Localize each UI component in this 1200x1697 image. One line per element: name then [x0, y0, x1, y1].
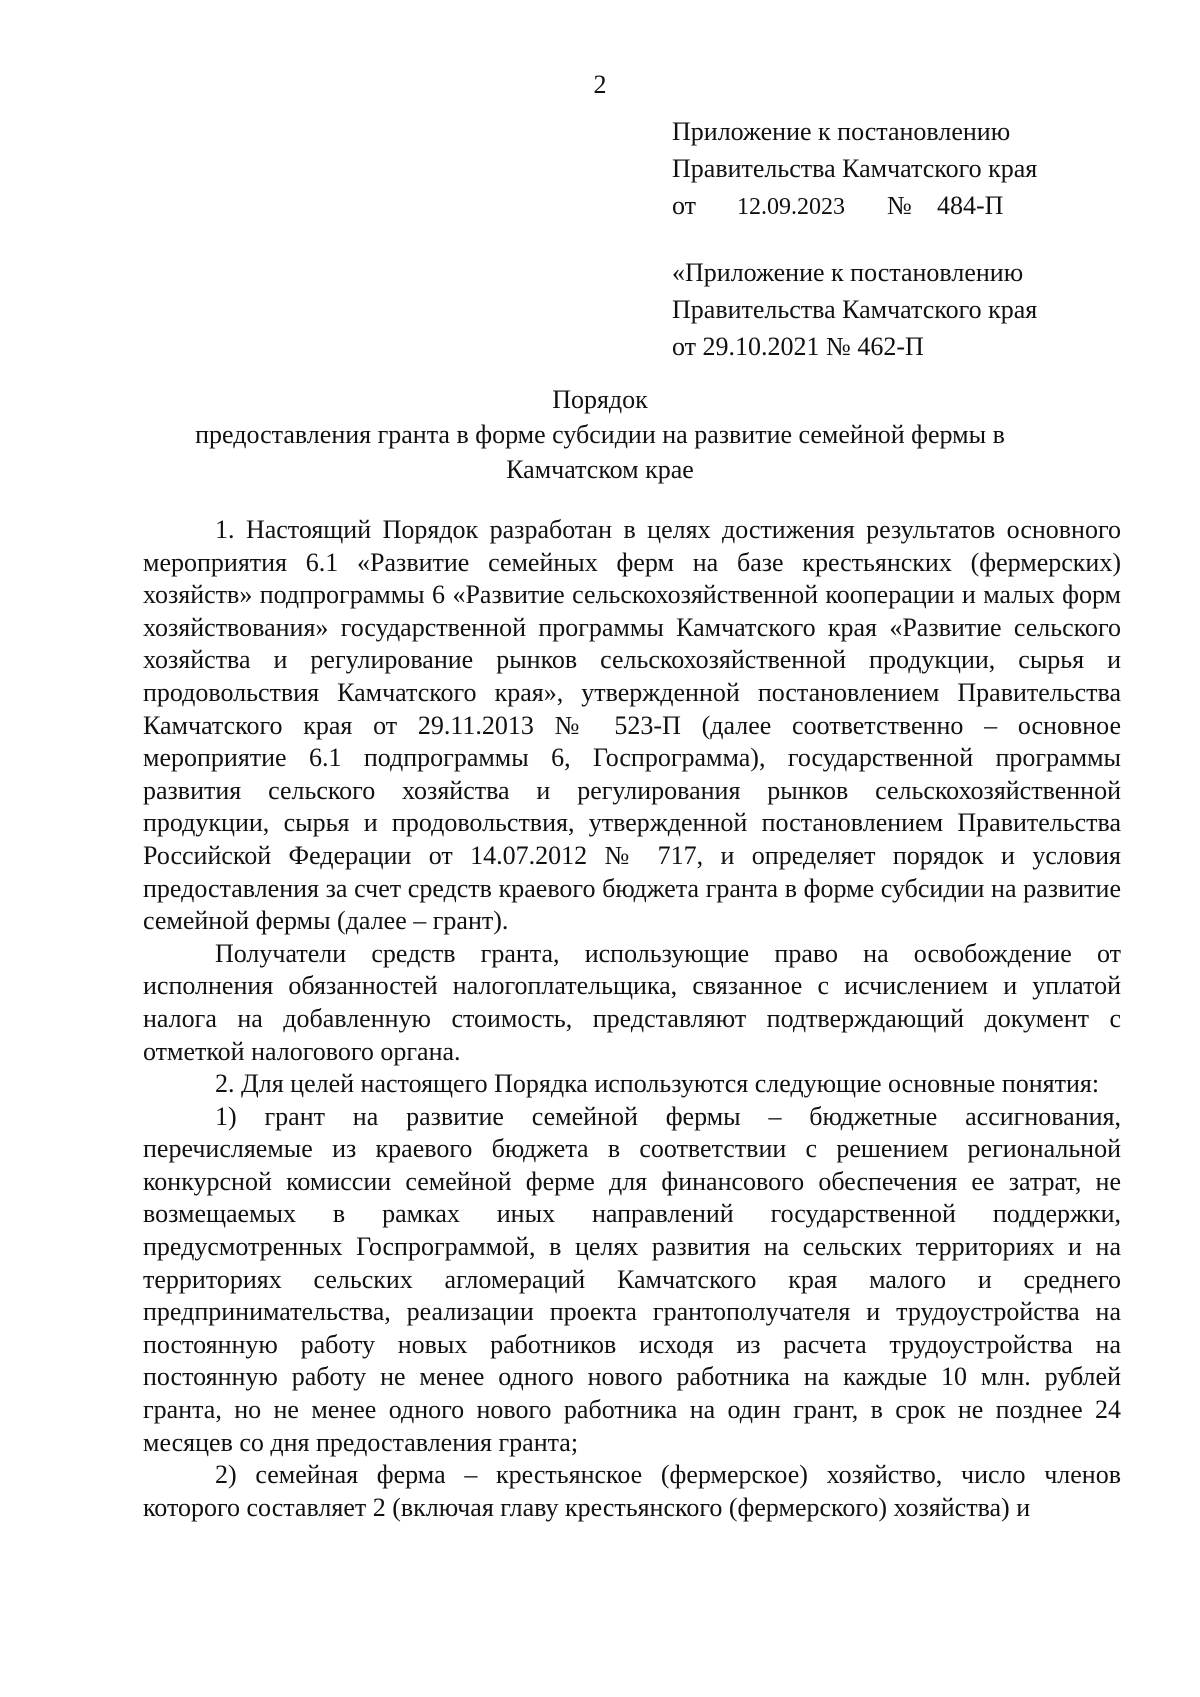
paragraph: 2. Для целей настоящего Порядка используются следующие основные понятия:	[215, 1069, 1100, 1099]
paragraph: Получатели средств гранта, использующие право на освобождение от исполнения обязанностей налогоплательщика, связанное с исчислением и уплатой налога на добавленную стоимость, представляют подтверждающий документ с отметкой налогового органа.	[143, 938, 1121, 1066]
previous-approval-line-2: Правительства Камчатского края	[672, 295, 1038, 324]
previous-approval-line-3: от 29.10.2021 № 462-П	[672, 332, 924, 361]
approval-line-3	[672, 187, 1037, 226]
previous-approval-block	[672, 254, 1037, 365]
page-number: 2	[593, 70, 607, 99]
approval-line-1: Приложение к постановлению	[672, 117, 1011, 146]
paragraph: 1. Настоящий Порядок разработан в целях достижения результатов основного мероприятия 6.1 «Развитие семейных ферм на базе крестьянских (фермерских) хозяйств» подпрограммы 6 «Развитие сельскохозяйственной кооперации и малых форм хозяйствования» государственной программы Камчатского края «Развитие сельского хозяйства и регулирование рынков сельскохозяйственной продукции, сырья и продовольствия Камчатского края», утвержденной постановлением Правительства Камчатского края от 29.11.2013 № 523-П (далее соответственно – основное мероприятие 6.1 подпрограммы 6, Госпрограмма), государственной программы развития сельского хозяйства и регулирования рынков сельскохозяйственной продукции, сырья и продовольствия, утвержденной постановлением Правительства Российской Федерации от 14.07.2012 № 717, и определяет порядок и условия предоставления за счет средств краевого бюджета гранта в форме субсидии на развитие семейной фермы (далее – грант).	[143, 515, 1121, 936]
document-subtitle: предоставления гранта в форме субсидии на развитие семейной фермы в Камчатском крае	[195, 420, 1005, 484]
paragraph: 1) грант на развитие семейной фермы – бюджетные ассигнования, перечисляемые из краевого бюджета в соответствии с решением региональной конкурсной комиссии семейной ферме для финансового обеспечения ее затрат, не возмещаемых в рамках иных направлений государственной поддержки, предусмотренных Госпрограммой, в целях развития на сельских территориях и на территориях сельских агломераций Камчатского края малого и среднего предпринимательства, реализации проекта грантополучателя и трудоустройства на постоянную работу новых работников исходя из расчета трудоустройства на постоянную работу не менее одного нового работника на каждые 10 млн. рублей гранта, но не менее одного нового работника на один грант, в срок не позднее 24 месяцев со дня предоставления гранта;	[143, 1101, 1121, 1457]
approval-number-sign: №	[887, 191, 912, 220]
paragraph: 2) семейная ферма – крестьянское (фермерское) хозяйство, число членов которого составляет 2 (включая главу крестьянского (фермерского) хозяйства) и	[143, 1460, 1121, 1522]
approval-number: 484-П	[937, 191, 1004, 220]
approval-block	[672, 113, 1037, 226]
document-title: Порядок	[552, 385, 648, 414]
document-body	[143, 514, 1121, 1524]
previous-approval-line-1: «Приложение к постановлению	[672, 258, 1024, 287]
approval-from-label: от	[672, 191, 697, 220]
approval-line-2: Правительства Камчатского края	[672, 154, 1038, 183]
approval-date: 12.09.2023	[737, 194, 845, 220]
document-heading	[0, 382, 1200, 487]
